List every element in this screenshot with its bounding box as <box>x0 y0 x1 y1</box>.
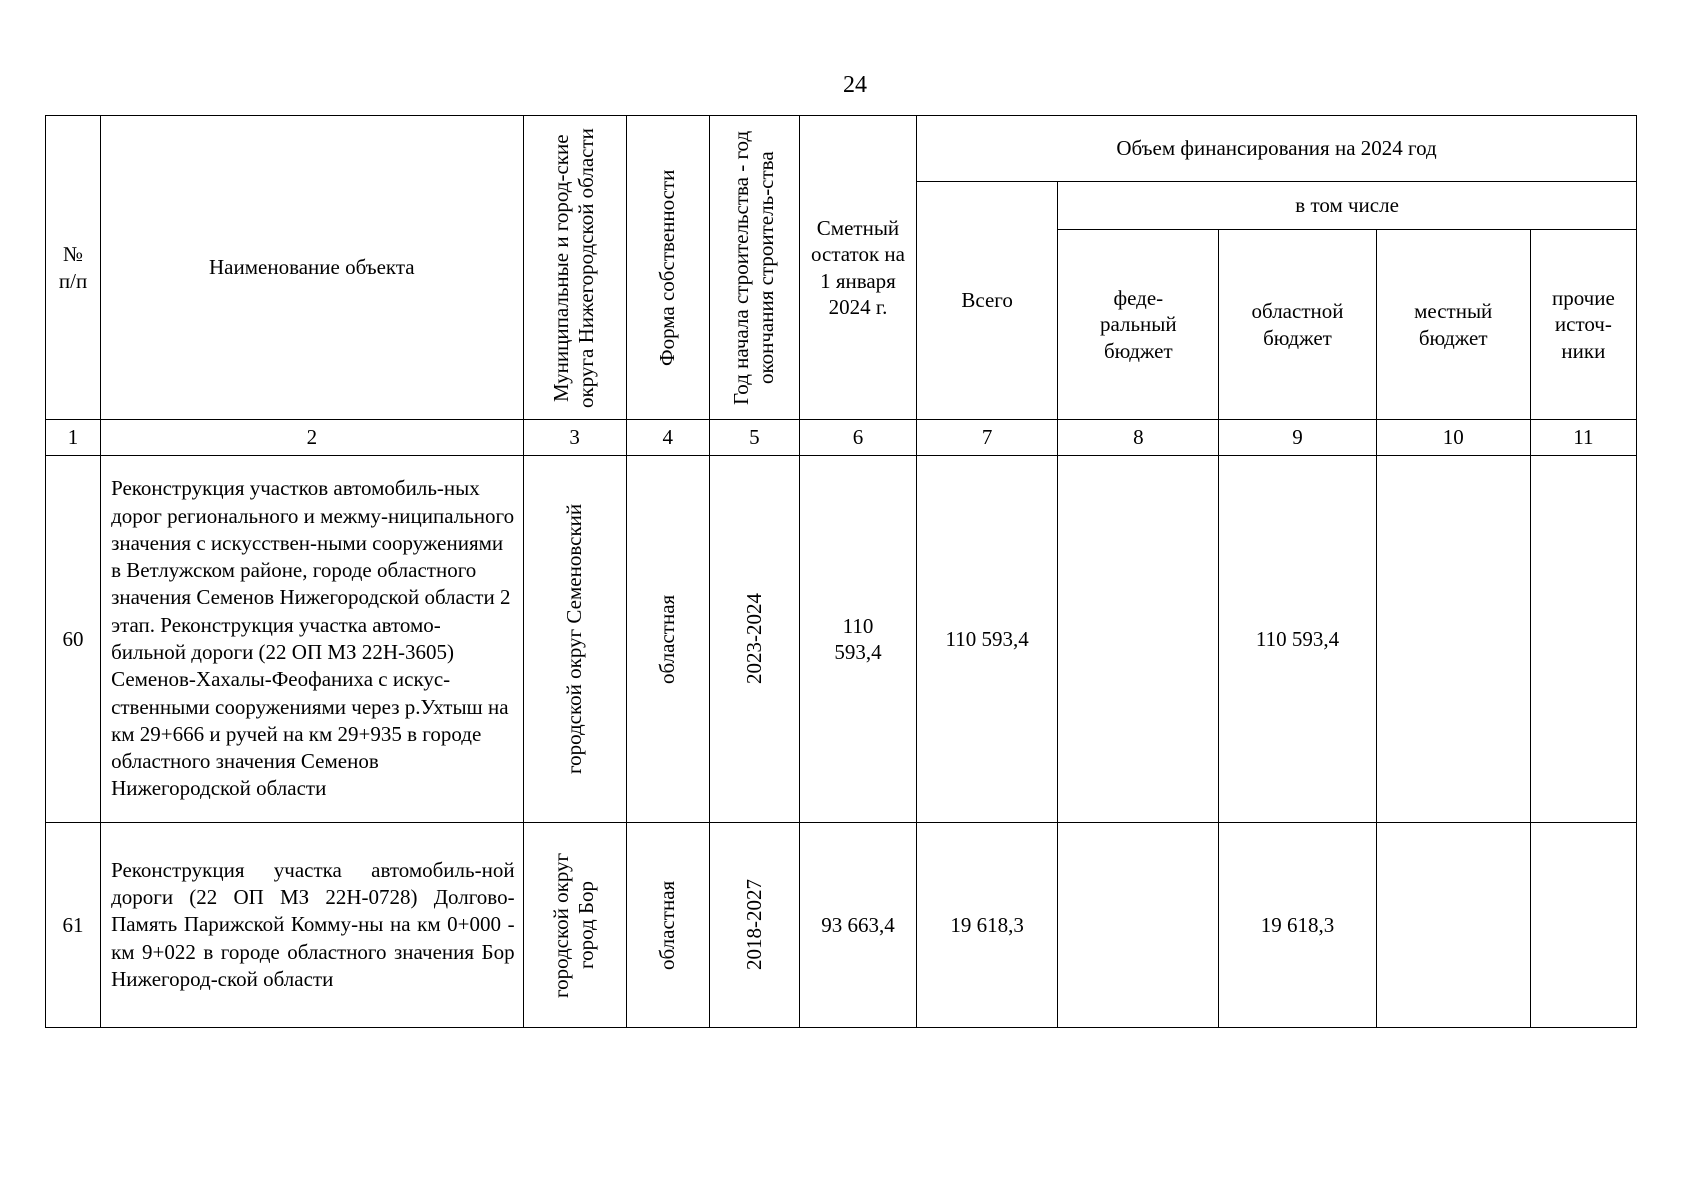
column-number: 2 <box>101 420 524 456</box>
total-financing: 110 593,4 <box>917 456 1058 823</box>
local-budget <box>1376 823 1530 1028</box>
column-number: 6 <box>799 420 916 456</box>
object-name: Реконструкция участка автомобиль-ной дороги (22 ОП МЗ 22Н-0728) Долгово-Память Парижской Комму-ны на км 0+000 - км 9+022 в городе областного значения Бор Нижегород-ской области <box>101 823 524 1028</box>
other-sources <box>1530 823 1636 1028</box>
header-local: местный бюджет <box>1376 230 1530 420</box>
header-including: в том числе <box>1058 182 1637 230</box>
estimated-balance: 110 593,4 <box>799 456 916 823</box>
header-ownership: Форма собственности <box>626 116 709 420</box>
header-total: Всего <box>917 182 1058 420</box>
ownership: областная <box>626 456 709 823</box>
header-federal: феде-ральный бюджет <box>1058 230 1219 420</box>
column-number: 11 <box>1530 420 1636 456</box>
header-financing: Объем финансирования на 2024 год <box>917 116 1637 182</box>
table-row <box>46 823 1637 1028</box>
column-number: 5 <box>709 420 799 456</box>
header-years: Год начала строительства - год окончания строитель-ства <box>709 116 799 420</box>
header-balance: Сметный остаток на 1 января 2024 г. <box>799 116 916 420</box>
header-other: прочие источ-ники <box>1530 230 1636 420</box>
federal-budget <box>1058 456 1219 823</box>
column-number: 7 <box>917 420 1058 456</box>
header-regional: областной бюджет <box>1219 230 1376 420</box>
column-number-row <box>46 420 1637 456</box>
estimated-balance: 93 663,4 <box>799 823 916 1028</box>
column-number: 9 <box>1219 420 1376 456</box>
column-number: 4 <box>626 420 709 456</box>
page-number: 24 <box>843 72 867 98</box>
row-number: 60 <box>46 456 101 823</box>
federal-budget <box>1058 823 1219 1028</box>
total-financing: 19 618,3 <box>917 823 1058 1028</box>
regional-budget: 19 618,3 <box>1219 823 1376 1028</box>
header-num: № п/п <box>46 116 101 420</box>
municipality: городской округ Семеновский <box>523 456 626 823</box>
ownership: областная <box>626 823 709 1028</box>
column-number: 10 <box>1376 420 1530 456</box>
header-municipality: Муниципальные и город-ские округа Нижегородской области <box>523 116 626 420</box>
row-number: 61 <box>46 823 101 1028</box>
municipality: городской округ город Бор <box>523 823 626 1028</box>
years: 2023-2024 <box>709 456 799 823</box>
column-number: 1 <box>46 420 101 456</box>
financing-table <box>45 115 1637 1028</box>
header-name: Наименование объекта <box>101 116 524 420</box>
column-number: 3 <box>523 420 626 456</box>
column-number: 8 <box>1058 420 1219 456</box>
years: 2018-2027 <box>709 823 799 1028</box>
table-row <box>46 456 1637 823</box>
local-budget <box>1376 456 1530 823</box>
object-name: Реконструкция участков автомобиль-ных дорог регионального и межму-ниципального значения с искусствен-ными сооружениями в Ветлужском районе, городе областного значения Семенов Нижегородской области 2 этап. Реконструкция участка автомо-бильной дороги (22 ОП МЗ 22Н-3605) Семенов-Хахалы-Феофаниха с искус-ственными сооружениями через р.Ухтыш на км 29+666 и ручей на км 29+935 в городе областного значения Семенов Нижегородской области <box>101 456 524 823</box>
regional-budget: 110 593,4 <box>1219 456 1376 823</box>
other-sources <box>1530 456 1636 823</box>
